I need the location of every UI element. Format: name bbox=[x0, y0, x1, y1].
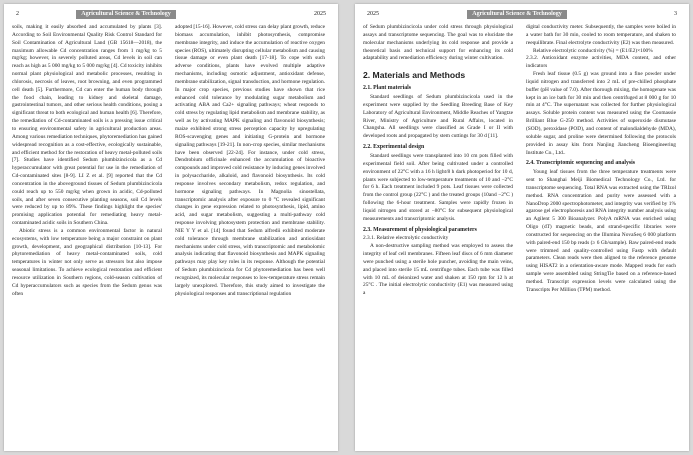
paragraph: Abiotic stress is a common environmental factor in natural ecosystems, with low temperature being a major constraint on plant growth, development, and geographical distribution [10-13]. For phytoremediation of heavy metal-contaminated soils, cold temperatures in winter not only serve as stressors but also impose seasonal limitations. To achieve ecological restoration and efficient resource utilization in Southern regions, cold-season cultivation of Cd hyperaccumulators such as species from the Sedum genus was often bbox=[12, 227, 162, 297]
subsubsection-heading: 2.3.2. Antioxidant enzyme activities, MDA content, and other indicators bbox=[526, 55, 676, 70]
right-year: 2025 bbox=[367, 11, 379, 17]
left-page-header bbox=[16, 10, 326, 19]
left-page-number: 2 bbox=[16, 11, 19, 17]
paragraph: adopted [15-16]. However, cold stress can delay plant growth, reduce biomass accumulation, inhibit photosynthesis, compromise membrane integrity, and induce the accumulation of reactive oxygen species (ROS), ultimately disrupting cellular metabolism and causing tissue damage or even plant death [17-18]. To cope with such adverse conditions, plants have evolved multiple adaptive mechanisms, including osmotic adjustment, antioxidant defense, membrane stabilization, signal transduction, and hormone regulation. In major crop species, previous studies have shown that rice enhanced cold tolerance by modulating sugar metabolism and activating ABA and Ca2+ signaling pathways; wheat responds to cold stress by regulating lipid metabolism and membrane stability, as well as by activating MAPK signaling and flavonoid biosynthesis; maize exhibited strong stress perception capacity by upregulating ROS-scavenging genes and initiating G-protein and hormone signaling pathways [19-21]. In non-crop species, similar mechanisms have been observed [22-24]. For instance, under cold stress, Dendrobium officinale enhanced the accumulation of bioactive compounds and improved cold resistance by inducing genes involved in polysaccharide, alkaloid, and flavonoid biosynthesis. Its cold response involves secondary metabolism, redox regulation, and hormone signaling pathways. In Magnolia sinostellata, transcriptomic analysis after exposure to 0 °C revealed significant changes in gene expression related to photosynthesis, lipid, amino acid, and sugar metabolism, suggesting a multi-pathway cold response involving photosystem protection and membrane stability. NIE Y Y et al. [14] found that Sedum alfredii exhibited moderate cold tolerance through membrane stabilization and antioxidant mechanisms under cold stress, with transcriptomic and metabolomic analysis indicating that flavonoid biosynthesis and MAPK signaling pathways may play key roles in its response. Although the potential of Sedum plumbizincicola for Cd phytoremediation has been well recognized, its molecular responses to low-temperature stress remain largely unexplored. Therefore, this study aimed to investigate the physiological responses and transcriptional regulation bbox=[175, 24, 326, 297]
paragraph: soils, making it easily absorbed and accumulated by plants [3]. According to Soil Environmental Quality Risk Control Standard for Soil Contamination of Agricultural Land (GB 15618—2018), the maximum allowable Cd concentration ranges from 1 mg/kg to 5 mg/kg; however, in severely polluted areas, Cd levels in soil can reach as high as 5 000 mg/kg to 5 000 mg/kg [4]. Cd toxicity inhibits normal plant physiological and metabolic processes, resulting in chlorosis, necrosis of leaves, root browning, and even programmed cell death [5]. Furthermore, Cd can enter the human body through the food chain, leading to kidney and skeletal damage, gastrointestinal tumors, and other serious health conditions, posing a significant threat to both ecological and human health [6]. Therefore, the remediation of Cd-contaminated soils is a pressing issue critical to ensuring environmental safety in agricultural production areas. Among various remediation techniques, phytoremediation has gained widespread recognition as a cost-effective, ecologically sustainable, and efficient method for the restoration of heavy metal-polluted soils [7]. Studies have identified Sedum plumbizincicola as a Cd hyperaccumulator with great potential for use in the remediation of Cd-contaminated sites [8-9]. LI Z et al. [9] reported that the Cd concentration in the aboveground tissues of Sedum plumbizincicola could reach up to 550 mg/kg when grown in acidic, Cd-polluted soils, and after seven consecutive planting seasons, soil Cd levels were reduced by up to 89%. These findings highlight the species' promising application potential for remediating heavy metal-contaminated acidic soils in Southern China. bbox=[12, 24, 162, 227]
subsection-heading: 2.3. Measurement of physiological parameters bbox=[363, 226, 477, 233]
subsection-heading: 2.2. Experimental design bbox=[363, 144, 425, 151]
paragraph: Fresh leaf tissue (0.5 g) was ground into a fine powder under liquid nitrogen and transferred into 2 mL of pre-chilled phosphate buffer (pH value of 7.0). After thorough mixing, the homogenate was kept in an ice bath for 30 min and then centrifuged at 8 000 g for 10 min at 4°C. The supernatant was collected for further physiological assays. Soluble protein content was measured using the Coomassie Brilliant Blue G-250 method. Activities of superoxide dismutase (SOD), peroxidase (POD), and content of malondialdehyde (MDA), soluble sugar, and proline were determined following the protocols provided in assay kits from Nanjing Jiancheng Bioengineering Institute Co., Ltd.. bbox=[526, 71, 676, 156]
paragraph: digital conductivity meter. Subsequently, the samples were boiled in a water bath for 30 min, cooled to room temperature, and shaken to reequilibrate. Final electrolyte conductivity (E2) was then measured. bbox=[526, 24, 676, 46]
left-page bbox=[4, 4, 338, 451]
paragraph: Young leaf tissues from the three temperature treatments were sent to Shanghai Meiji Biomedical Technology Co., Ltd. for transcriptome sequencing. Total RNA was extracted using the TRIzol method. RNA concentration and purity were assessed with a NanoDrop 2000 spectrophotometer, and integrity was verified by 1% agarose gel electrophoresis and RNA integrity number analysis using an Agilent 5 300 Bioanalyzer. PolyA mRNA was enriched using Oligo (dT) magnetic beads, and strand-specific libraries were constructed for sequencing on the Illumina NovaSeq 6 000 platform with paired-end 150 bp reads (≥ 6 Gb/sample). Raw paired-end reads were trimmed and quality-controlled using Fastp with default parameters. Clean reads were then aligned to the reference genome using HISAT2 in a orientation-aware mode. Mapped reads for each sample were assembled using StringTie based on a reference-based method. Transcript expression levels were calculated using the Transcripts Per Million (TPM) method. bbox=[526, 169, 676, 293]
subsection-heading: 2.1. Plant materials bbox=[363, 85, 411, 92]
left-year: 2025 bbox=[314, 11, 326, 17]
left-column-2 bbox=[175, 24, 325, 299]
right-column-2 bbox=[526, 24, 676, 295]
paragraph: Standard seedlings were transplanted into 10 cm pots filled with experimental field soil. After being cultivated under a controlled environment of 22°C with a 16 h light/8 h dark photoperiod for 10 d, plants were subjected to low-temperature treatments of 10 and −2°C for 6 h. Each treatment included 9 pots. Leaf tissues were collected from the control group (22°C ) and the treated groups (10and −2°C ) following the 6-hour treatment. Samples were rapidly frozen in liquid nitrogen and stored at −80°C for subsequent physiological measurements and transcriptomic analysis. bbox=[363, 152, 513, 222]
paragraph: A non-destructive sampling method was employed to assess the integrity of leaf cell membranes. Fifteen leaf discs of 6 mm diameter were punched using a sterile hole puncher, avoiding the main veins, and placed into sterile 15 mL centrifuge tubes. Each tube was filled with 10 mL of deionized water and shaken at 150 rpm for 12 h at 25°C . The initial electrolytic conductivity (E1) was measured using a bbox=[363, 243, 513, 297]
subsubsection-heading: 2.3.1. Relative electrolytic conductivity bbox=[363, 235, 449, 242]
formula: Relative electrolytic conductivity (%) = (E1/E2)×100% bbox=[533, 47, 653, 54]
subsection-heading: 2.4. Transcriptomic sequencing and analysis bbox=[526, 160, 635, 167]
left-column-1 bbox=[12, 24, 162, 299]
right-page bbox=[355, 4, 689, 451]
right-column-1 bbox=[363, 24, 513, 298]
paragraph: Standard seedlings of Sedum plumbizincicola used in the experiment were supplied by the Seedling Breeding Base of Key Laboratory of Agricultural Environment, Middle Reaches of Yangtze River, Ministry of Agriculture and Rural Affairs, located in Changsha. All seedlings were classified as Grade I or II with developed roots and propagated by stem cuttings for 30 d [11]. bbox=[363, 94, 513, 140]
right-page-number: 3 bbox=[674, 11, 677, 17]
right-journal-title: Agricultural Science & Technology bbox=[467, 10, 567, 19]
section-heading: 2. Materials and Methods bbox=[363, 70, 466, 81]
right-page-header bbox=[367, 10, 677, 19]
paragraph: of Sedum plumbizincicola under cold stress through physiological assays and transcriptome sequencing. The goal was to elucidate the molecular mechanisms underlying its cold response and provide a theoretical basis and technical support for enhancing its cold adaptability and remediation efficiency during winter cultivation. bbox=[363, 24, 513, 62]
left-journal-title: Agricultural Science & Technology bbox=[76, 10, 176, 19]
